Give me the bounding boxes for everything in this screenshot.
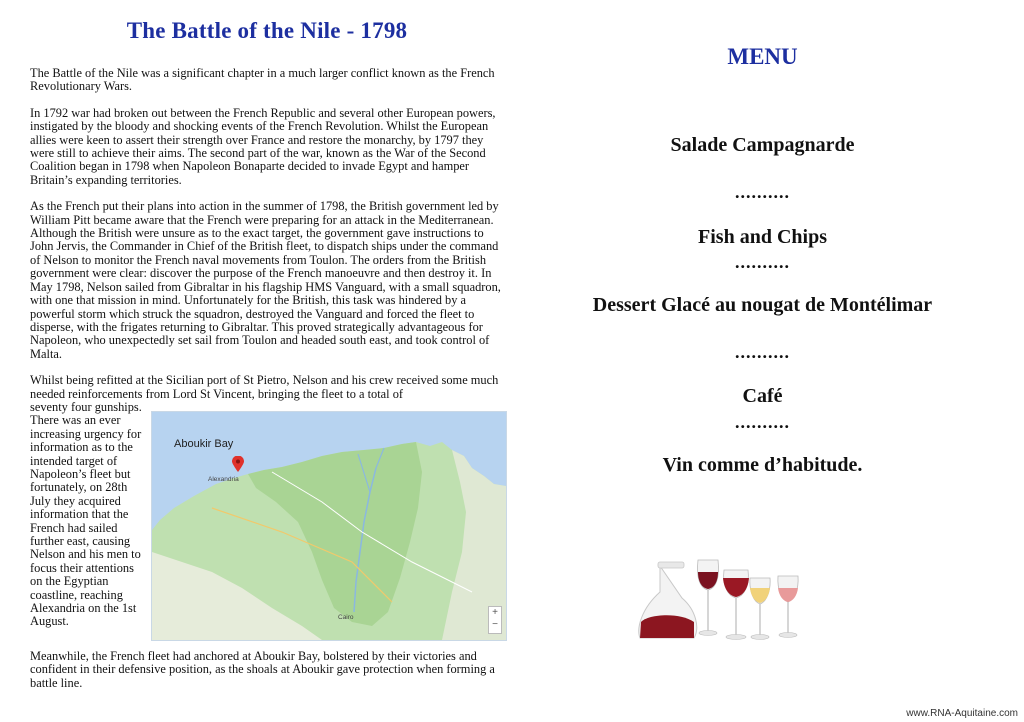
map-city-cairo: Cairo (338, 613, 354, 621)
article (30, 18, 504, 703)
article-paragraph: As the French put their plans into action in the summer of 1798, the British government led by William Pitt became aware that the French were preparing for an attack in the Mediterranean. Although the British were unsure as to the exact target, the government gave instructions to John Jervis, the Commander in Chief of the British fleet, to dispatch ships under the command of Nelson to monitor the French naval movements from Toulon. The orders from the British government were clear: discover the purpose of the French manoeuvre and then destroy it. In May 1798, Nelson sailed from Gibraltar in his flagship HMS Vanguard, with a small squadron, with one that mission in mind. Unfortunately for the British, this task was hindered by a powerful storm which struck the squadron, destroyed the Vanguard and forced the fleet to disperse, with the frigates returning to Gibraltar. This proved strategically advantageous for Napoleon, who unexpectedly set sail from Toulon and headed south east, and took control of Malta. (30, 199, 501, 361)
zoom-in-button[interactable]: + (492, 606, 498, 618)
article-paragraph: Meanwhile, the French fleet had anchored at Aboukir Bay, bolstered by their victories and confident in their defensive position, as the shoals at Aboukir gave protection when forming a battle line. (30, 648, 495, 690)
menu-separator: .......... (735, 412, 790, 432)
menu-item-main: Fish and Chips (698, 226, 827, 248)
map-pin-icon[interactable] (232, 456, 244, 472)
article-title: The Battle of the Nile - 1798 (126, 18, 408, 43)
menu-separator: .......... (735, 342, 790, 362)
menu-title: MENU (727, 44, 798, 69)
site-credit[interactable]: www.RNA-Aquitaine.com (906, 708, 1018, 719)
map-zoom-controls[interactable] (488, 606, 502, 634)
menu-item-wine: Vin comme d’habitude. (662, 454, 863, 476)
menu-item-starter: Salade Campagnarde (670, 134, 855, 156)
menu-item-dessert: Dessert Glacé au nougat de Montélimar (592, 294, 933, 316)
article-paragraph: The Battle of the Nile was a significant chapter in a much larger conflict known as the French Revolutionary Wars. (30, 66, 495, 94)
menu-separator: .......... (735, 182, 790, 202)
menu-item-coffee: Café (742, 385, 783, 407)
egypt-map[interactable] (151, 411, 507, 641)
text-with-map (30, 401, 504, 637)
article-paragraph-wrapped: seventy four gunships. There was an ever increasing urgency for information as to the intended target of Napoleon’s fleet but fortunately, on 28th July they acquired information that the French had sailed further east, causing Nelson and his men to focus their attentions on the Egyptian coastline, reaching Alexandria on the 1st August. (30, 399, 142, 629)
zoom-out-button[interactable]: − (492, 618, 498, 630)
article-paragraph: In 1792 war had broken out between the French Republic and several other European powers, instigated by the bloody and shocking events of the French Revolution. Whilst the European allies were keen to assert their strength over France and restore the monarchy, by 1797 they were still to achieve their aims. The second part of the war, known as the War of the Second Coalition began in 1798 when Napoleon Bonaparte decided to invade Egypt and hamper Britain’s expanding territories. (30, 105, 496, 187)
menu-separator: .......... (735, 252, 790, 272)
map-city-alexandria: Alexandria (208, 475, 239, 483)
map-label-aboukir-bay: Aboukir Bay (174, 437, 234, 450)
article-paragraph: Whilst being refitted at the Sicilian port of St Pietro, Nelson and his crew received some much needed reinforcements from Lord St Vincent, bringing the fleet to a total of (30, 373, 499, 401)
wine-glasses-icon (632, 548, 808, 646)
